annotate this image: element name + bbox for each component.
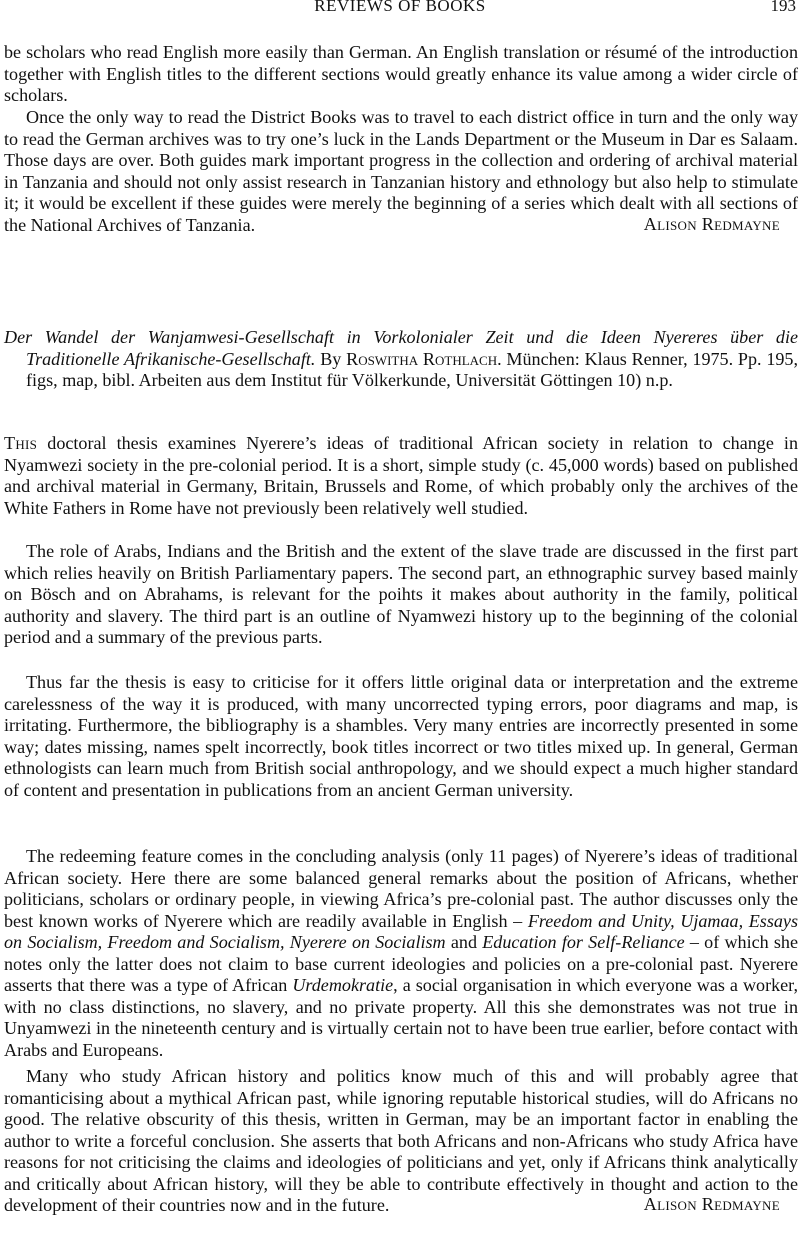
review2-paragraph-4-text-a: The redeeming feature comes in the concluding analysis (only 11 pages) of Nyerere’s ideas of traditional African society. Here there are some balanced general remarks about the position of Africans, whether politicians, scholars or ordinary people, in viewing Africa’s pre-colonial past. The author discusses only the best known works of Nyerere which are readily available in English – — [4, 846, 798, 931]
review2-author: Roswitha Rothlach. — [346, 348, 502, 369]
page-number: 193 — [770, 0, 796, 15]
review2-paragraph-2 — [4, 541, 798, 649]
review1-paragraph-1 — [4, 42, 798, 107]
review1-paragraph-2 — [4, 107, 798, 236]
running-head — [0, 0, 800, 18]
review2-paragraph-1 — [4, 433, 798, 519]
review2-nyerere-titles: Freedom and Unity, Ujamaa, Essays on Socialism, Freedom and Socialism, Nyerere on Socialism — [4, 910, 798, 952]
review1-paragraph-2-text: Once the only way to read the District Books was to travel to each district office in turn and the only way to read the German archives was to try one’s luck in the Lands Department or the Museum in Dar es Salaam. Those days are over. Both guides mark important progress in the collection and ordering of archival material in Tanzania and should not only assist research in Tanzanian history and ethnology but also help to stimulate it; it would be excellent if these guides were merely the beginning of a series which dealt with all sections of the National Archives of Tanzania. — [4, 107, 798, 235]
review2-reviewer: Alison Redmayne — [643, 1194, 780, 1214]
review2-first-word: This — [4, 433, 38, 453]
running-title: REVIEWS OF BOOKS — [314, 0, 486, 15]
review2-paragraph-1-text: doctoral thesis examines Nyerere’s ideas of traditional African society in relation to change in Nyamwezi society in the pre-colonial period. It is a short, simple study (c. 45,000 words) based on published and archival material in Germany, Britain, Brussels and Rome, of which probably only the archives of the White Fathers in Rome have not previously been relatively well studied. — [4, 433, 798, 518]
review1-reviewer: Alison Redmayne — [643, 213, 780, 234]
review2-term-urdemokratie: Urdemokratie — [292, 975, 394, 995]
review2-citation-by: By — [320, 348, 342, 369]
review2-paragraph-3 — [4, 672, 798, 801]
review2-paragraph-5 — [4, 1066, 798, 1217]
review2-nyerere-title-education: Education for Self-Reliance — [482, 932, 685, 952]
review2-book-title: Der Wandel der Wanjamwesi-Gesellschaft in Vorkolonialer Zeit und die Ideen Nyereres über die Traditionelle Afrikanische-Gesellschaft. — [4, 327, 798, 369]
review2-citation — [4, 327, 798, 392]
review2-paragraph-4-and: and — [450, 932, 477, 952]
review2-paragraph-4-text-b: – of which she notes only the latter does not claim to base current ideologies and policies on a pre-colonial past. Nyerere asserts that there was a type of African — [4, 932, 799, 995]
review2-paragraph-4-text-c: , a social organisation in which everyone was a worker, with no class distinctions, no slavery, and no private property. All this she demonstrates was not true in Unyamwezi in the nineteenth century and is virtually certain not to have been true earlier, before contact with Arabs and Europeans. — [4, 975, 799, 1060]
review2-paragraph-3-text: Thus far the thesis is easy to criticise for it offers little original data or interpretation and the extreme carelessness of the way it is producеd, with many uncorrected typing errors, poor diagrams and map, is irritating. Furthermore, the bibliography is a shambles. Very many entries are incorrectly presented in some way; dates missing, names spelt incorrectly, book titles incorrect or two titles mixed up. In general, German ethnologists can learn much from British social anthropology, and we should expect a much higher standard of content and presentation in publications from an ancient German university. — [4, 672, 798, 800]
review1-paragraph-1-text: be scholars who read English more easily than German. An English translation or résumé of the introduction together with English titles to the different sections would greatly enhance its value among a wider circle of scholars. — [4, 42, 798, 105]
review2-paragraph-4 — [4, 846, 798, 1061]
review2-paragraph-2-text: The role of Arabs, Indians and the British and the extent of the slave trade are discussed in the first part which relies heavily on British Parliamentary papers. The second part, an ethnographic survey based mainly on Bösch and on Abrahams, is relevant for the poihts it makes about authority in the family, political authority and slavery. The third part is an outline of Nyamwezi history up to the beginning of the colonial period and a summary of the previous parts. — [4, 541, 798, 647]
review2-publication-details: München: Klaus Renner, 1975. Pp. 195, figs, map, bibl. Arbeiten aus dem Institut für Völkerkunde, Universität Göttingen 10) n.p. — [26, 348, 798, 390]
review2-paragraph-5-text: Many who study African history and politics know much of this and will probably agree that romanticising about a mythical African past, while ignoring reputable historical studies, will do Africans no good. The relative obscurity of this thesis, written in German, may be an important factor in enabling the author to write a forceful conclusion. She asserts that both Africans and non-Africans who study Africa have reasons for not criticising the claims and ideologies of politicians and yet, only if Africans think analytically and critically about African history, will they be able to contribute effectively in thought and action to the development of their countries now and in the future. — [4, 1066, 798, 1215]
